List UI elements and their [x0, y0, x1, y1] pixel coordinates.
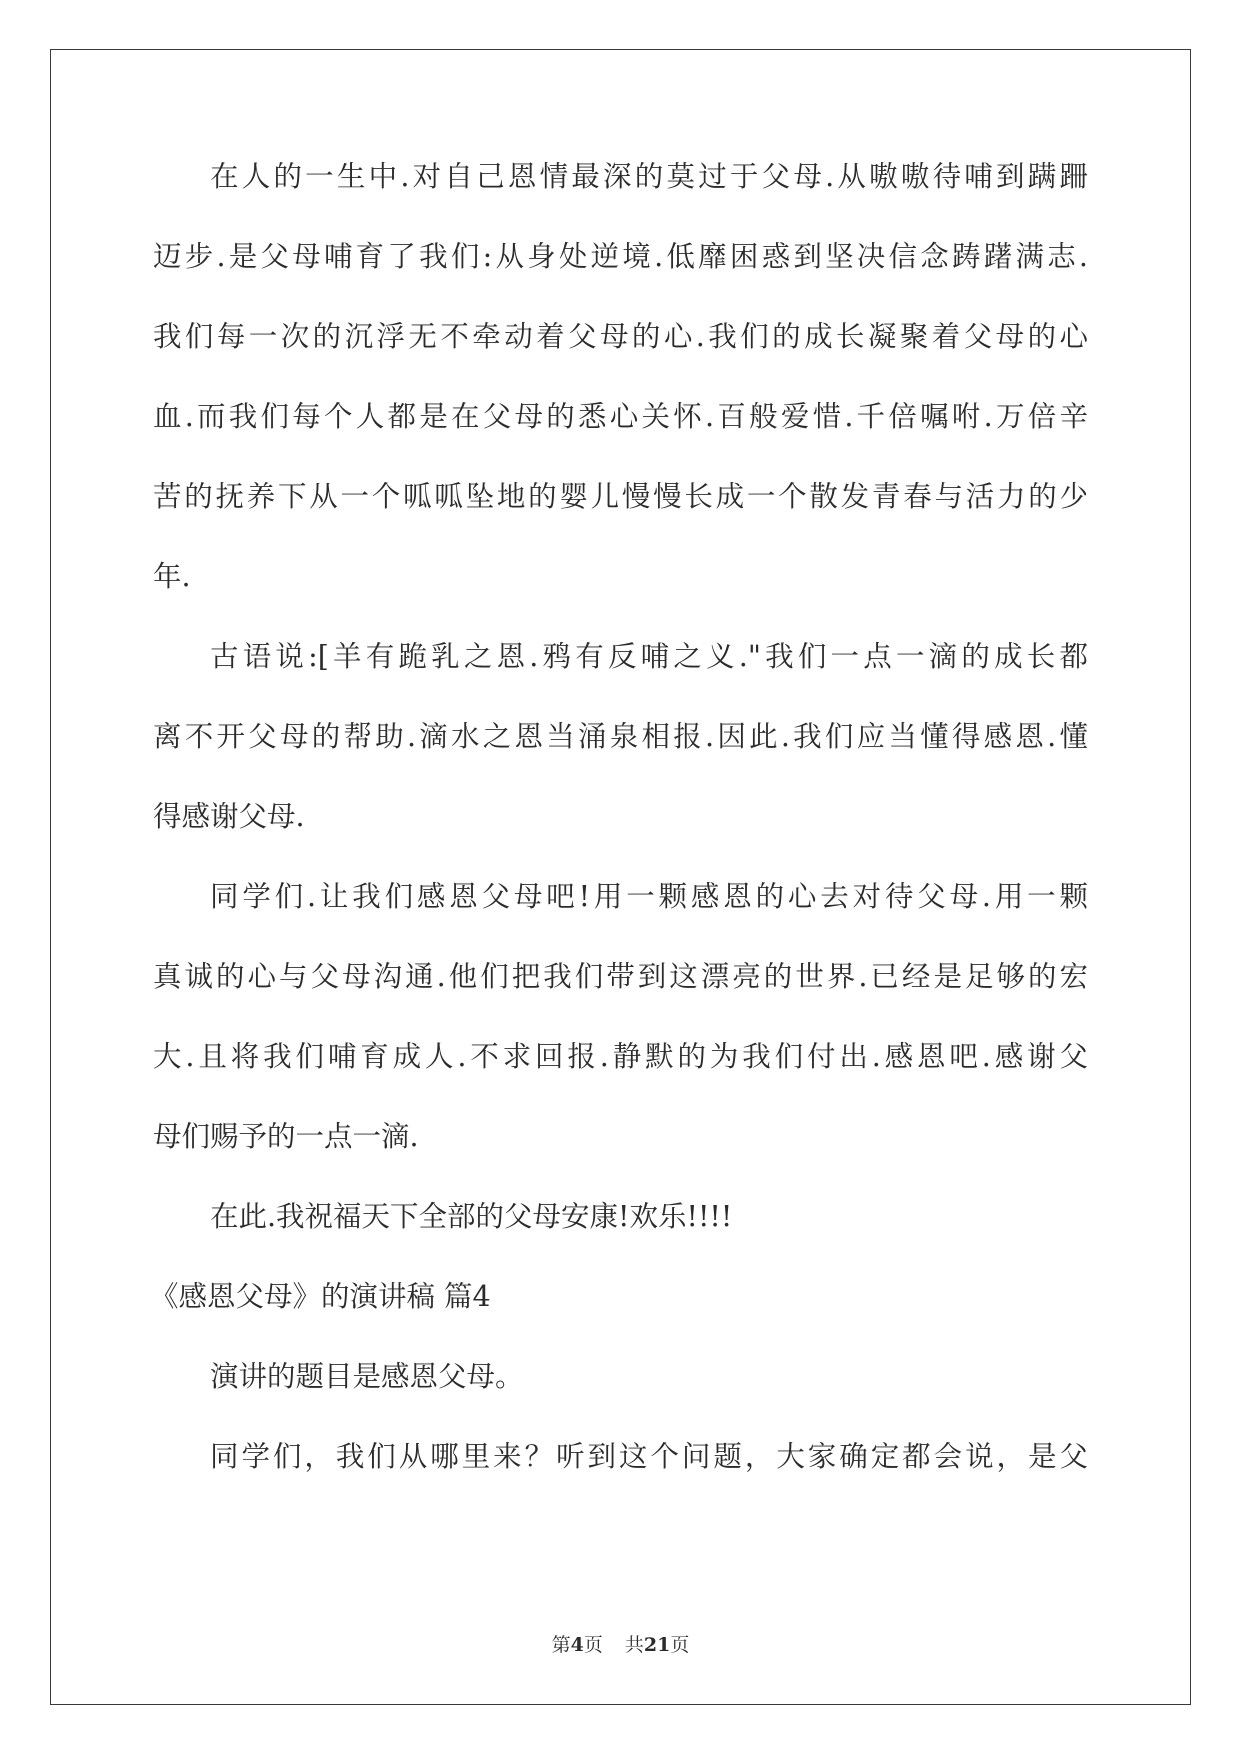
page-suffix: 页	[583, 1634, 603, 1656]
paragraph-line: 母们赐予的一点一滴.	[153, 1121, 419, 1153]
paragraph-line: 同学们.让我们感恩父母吧!用一颗感恩的心去对待父母.用一颗	[210, 881, 1088, 913]
paragraph-line: 离不开父母的帮助.滴水之恩当涌泉相报.因此.我们应当懂得感恩.懂	[153, 721, 1088, 753]
paragraph-line: 在人的一生中.对自己恩情最深的莫过于父母.从嗷嗷待哺到蹒跚	[210, 161, 1088, 193]
paragraph-line: 血.而我们每个人都是在父母的悉心关怀.百般爱惜.千倍嘱咐.万倍辛	[153, 401, 1088, 433]
page-footer	[0, 1633, 1241, 1657]
paragraph-line: 古语说:[羊有跪乳之恩.鸦有反哺之义."我们一点一滴的成长都	[210, 641, 1088, 673]
section-heading: 《感恩父母》的演讲稿 篇4	[150, 1281, 491, 1313]
document-body	[150, 161, 1088, 1521]
total-prefix: 共	[624, 1634, 644, 1656]
total-suffix: 页	[670, 1634, 690, 1656]
paragraph-line: 迈步.是父母哺育了我们:从身处逆境.低靡困惑到坚决信念踌躇满志.	[153, 241, 1088, 273]
paragraph-line: 大.且将我们哺育成人.不求回报.静默的为我们付出.感恩吧.感谢父	[153, 1041, 1088, 1073]
total-pages: 21	[643, 1634, 671, 1656]
paragraph-line: 年.	[153, 561, 191, 593]
page-prefix: 第	[551, 1634, 571, 1656]
paragraph-line: 我们每一次的沉浮无不牵动着父母的心.我们的成长凝聚着父母的心	[153, 321, 1088, 353]
paragraph-line: 苦的抚养下从一个呱呱坠地的婴儿慢慢长成一个散发青春与活力的少	[153, 481, 1088, 513]
paragraph-line: 在此.我祝福天下全部的父母安康!欢乐!!!!	[210, 1201, 733, 1233]
paragraph-line: 真诚的心与父母沟通.他们把我们带到这漂亮的世界.已经是足够的宏	[153, 961, 1088, 993]
paragraph-line: 同学们，我们从哪里来？听到这个问题，大家确定都会说，是父	[210, 1441, 1088, 1473]
paragraph-line: 得感谢父母.	[153, 801, 305, 833]
paragraph-line: 演讲的题目是感恩父母。	[210, 1361, 524, 1393]
page-number: 4	[570, 1634, 584, 1656]
